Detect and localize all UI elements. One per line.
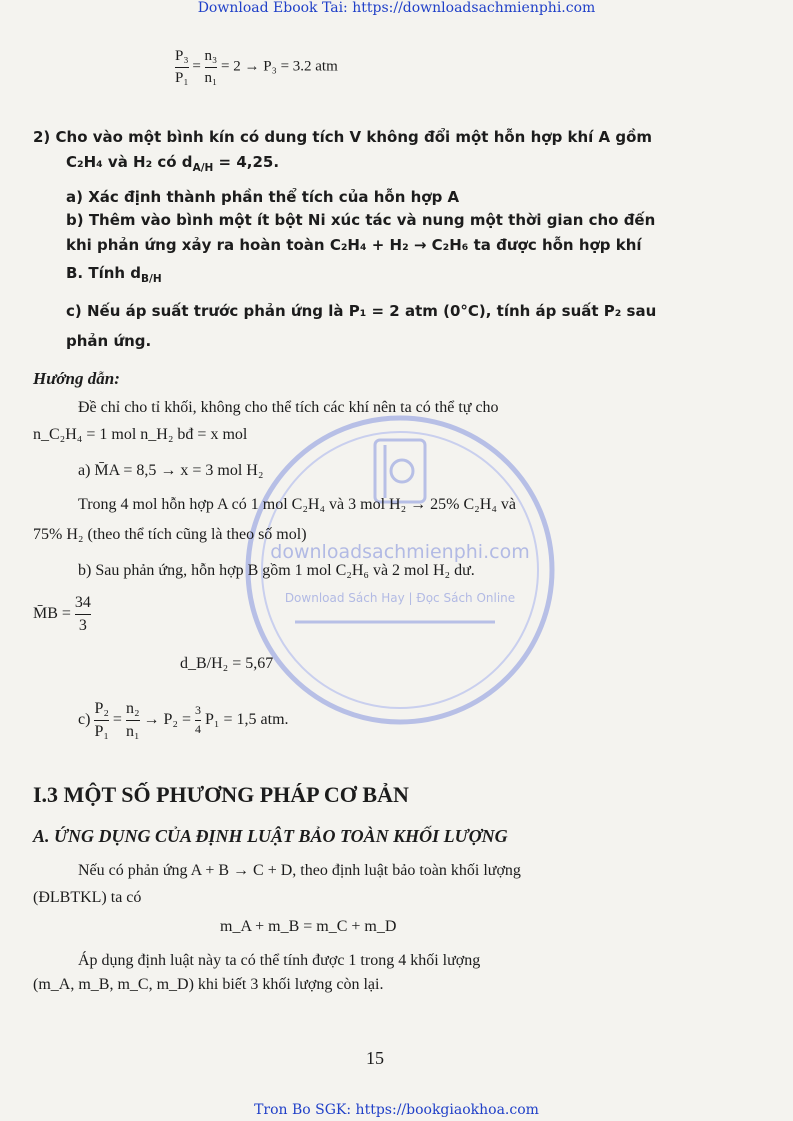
- guide-line-2: n_C₂H₄ = 1 mol n_H₂ bđ = x mol: [33, 426, 248, 443]
- section-subtitle: A. ỨNG DỤNG CỦA ĐỊNH LUẬT BẢO TOÀN KHỐI LƯỢNG: [33, 826, 508, 846]
- problem-c-1: c) Nếu áp suất trước phản ứng là P₁ = 2 atm (0°C), tính áp suất P₂ sau: [66, 302, 657, 320]
- section-paragraph-2: (ĐLBTKL) ta có: [33, 889, 142, 906]
- section-paragraph-1: Nếu có phản ứng A + B → C + D, theo định luật bảo toàn khối lượng: [78, 862, 521, 879]
- book-icon: [375, 440, 425, 502]
- section-formula: m_A + m_B = m_C + m_D: [220, 918, 397, 935]
- header-link[interactable]: Download Ebook Tai: https://downloadsachmienphi.com: [197, 0, 596, 16]
- section-paragraph-4: (m_A, m_B, m_C, m_D) khi biết 3 khối lượng còn lại.: [33, 976, 384, 993]
- guide-dbh: d_B/H₂ = 5,67: [180, 655, 274, 672]
- guide-line-6: b) Sau phản ứng, hỗn hợp B gồm 1 mol C₂H₆ và 2 mol H₂ dư.: [78, 562, 475, 579]
- guide-line-1: Đề chỉ cho tỉ khối, không cho thể tích các khí nên ta có thể tự cho: [78, 399, 499, 416]
- section-paragraph-3: Áp dụng định luật này ta có thể tính được 1 trong 4 khối lượng: [78, 952, 481, 969]
- problem-line-2: C₂H₄ và H₂ có $d_{A/H} = 4,25$.: [66, 153, 280, 174]
- problem-line-1: 2) Cho vào một bình kín có dung tích V không đổi một hỗn hợp khí A gồm: [33, 128, 653, 146]
- problem-b-1: b) Thêm vào bình một ít bột Ni xúc tác và nung một thời gian cho đến: [66, 211, 656, 229]
- watermark-tagline: Download Sách Hay | Đọc Sách Online: [284, 591, 516, 605]
- guide-mb-equation: M̄B = $\frac{34}{3}$: [33, 594, 91, 634]
- problem-a: a) Xác định thành phần thể tích của hỗn hợp A: [66, 188, 460, 206]
- guide-line-4: Trong 4 mol hỗn hợp A có 1 mol C₂H₄ và 3 mol H₂ → 25% C₂H₄ và: [78, 496, 516, 513]
- guide-c-equation: c) $\frac{\text{P₂}}{\text{P₁}}$ = $\frac{\text{n₂}}{\text{n₁}}$ → P₂ = $\frac{3}{4}$ P₁ = 1,5 atm.: [78, 700, 289, 740]
- problem-c-2: phản ứng.: [66, 332, 152, 350]
- footer-link[interactable]: Tron Bo SGK: https://bookgiaokhoa.com: [254, 1102, 539, 1118]
- guide-title: Hướng dẫn:: [33, 369, 120, 388]
- problem-b-2: khi phản ứng xảy ra hoàn toàn C₂H₄ + H₂ → C₂H₆ ta được hỗn hợp khí: [66, 236, 642, 254]
- section-title: I.3 MỘT SỐ PHƯƠNG PHÁP CƠ BẢN: [33, 782, 409, 807]
- guide-line-5: 75% H₂ (theo thể tích cũng là theo số mol): [33, 526, 307, 543]
- page-number: 15: [366, 1048, 384, 1068]
- watermark-site: downloadsachmienphi.com: [270, 541, 530, 563]
- guide-line-3: a) M̄A = 8,5 → x = 3 mol H₂: [78, 462, 264, 479]
- problem-b-3: B. Tính $d_{B/H}$: [66, 264, 162, 285]
- equation-top: $\frac{\text{P₃}}{\text{P₁}}$ = $\frac{\text{n₃}}{\text{n₁}}$ = 2 → P₃ = 3.2 atm: [175, 48, 338, 86]
